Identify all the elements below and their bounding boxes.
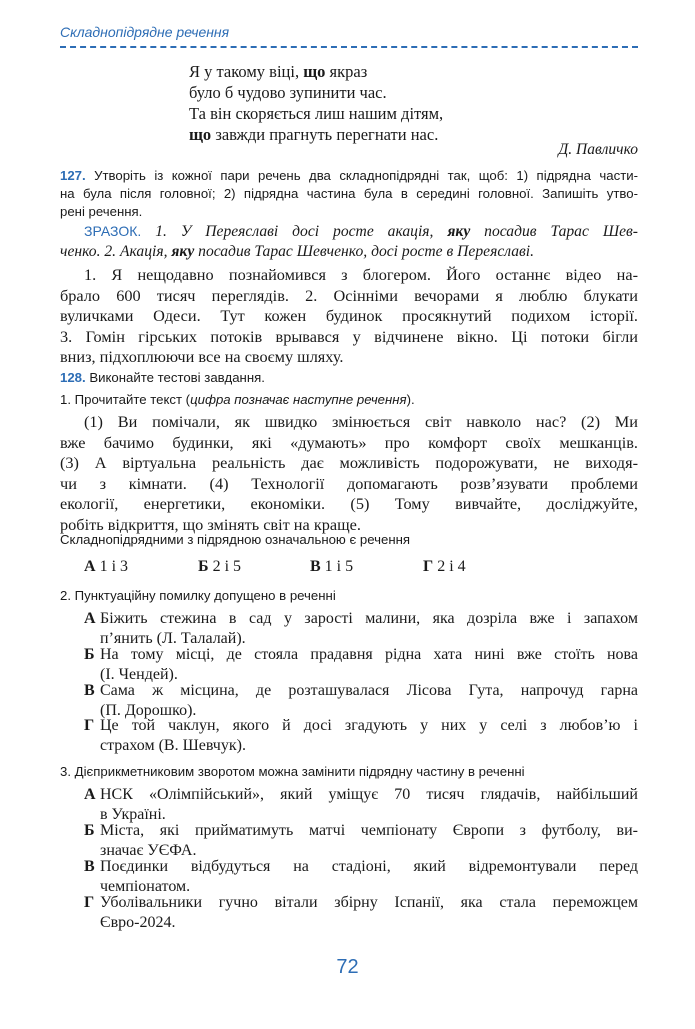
question-3-option-c[interactable]: В Поєдинки відбудуться на стадіоні, який відремонтували перед чемпіонатом. [84,858,638,895]
task-127-text: 1. Я нещодавно познайомився з блогером. Його останнє відео на- брало 600 тисяч переглядів. 2. Осінніми вечорами я люблю блукати вуличками Одеси. Тут кожен будинок просякнутий подихом історії. 3. Гомін гірських потоків врывався у відчинене вікно. Ці потоки бігли вниз, підхоплюючи все на своєму шляху. [60,265,638,367]
answer-option[interactable]: Б 2 і 5 [198,558,242,575]
question-2-option-d[interactable]: Г Це той чаклун, якого й досі згадують у них у селі з любов’ю і страхом (В. Шевчук). [84,717,638,754]
question-3-option-b[interactable]: Б Міста, які прийматимуть матчі чемпіонату Європи з футболу, ви- значає УЄФА. [84,822,638,859]
poem-line: Та він скоряється лиш нашим дітям, [189,104,444,123]
question-1-prompt: Складнопідрядними з підрядною означальною є речення [60,532,411,547]
poem-author: Д. Павличко [558,141,638,158]
task-127-instruction: 127. Утворіть із кожної пари речень два складнопідрядні так, щоб: 1) підрядна части- на була після головної; 2) підрядна частина була в середині головної. Запишіть утво- рені речення. [60,168,638,219]
question-2-option-b[interactable]: Б На тому місці, де стояла прадавня рідна хата нині вже стоїть нова (І. Чендей). [84,646,638,683]
question-3-option-a[interactable]: А НСК «Олімпійський», який уміщує 70 тисяч глядачів, найбільший в Україні. [84,786,638,823]
question-2-option-c[interactable]: В Сама ж місцина, де розташувалася Лісова Гута, напрочуд гарна (П. Дорошко). [84,682,638,719]
question-2-option-a[interactable]: А Біжить стежина в сад у зарості малини, яка дозріла вже і запахом п’янить (Л. Талалай). [84,610,638,647]
question-1-intro: 1. Прочитайте текст (цифра позначає наступне речення). [60,392,415,407]
task-number: 128. [60,370,86,385]
running-header: Складнопідрядне речення [60,24,230,40]
question-1-text: (1) Ви помічали, як швидко змінюється світ навколо нас? (2) Ми вже бачимо будинки, які «думають» про комфорт своїх мешканців. (3) А віртуальна реальність дає можливість подорожувати, не виходя- чи з кімнати. (4) Технології допомагають розв’язувати проблеми екології, енергетики, економіки. (5) Тому вивчайте, досліджуйте, робіть відкриття, що змінять світ на краще. [60,412,638,534]
answer-option[interactable]: А 1 і 3 [84,558,129,575]
task-128-title: 128. Виконайте тестові завдання. [60,370,265,385]
poem-line: що завжди прагнуть перегнати нас. [189,125,439,144]
poem-line: Я у такому віці, що якраз [189,62,368,81]
question-3-prompt: 3. Дієприкметниковим зворотом можна замінити підрядну частину в реченні [60,764,525,779]
example-label: ЗРАЗОК. [84,223,142,239]
question-3-option-d[interactable]: Г Уболівальники гучно вітали збірну Іспанії, яка стала переможцем Євро-2024. [84,894,638,931]
question-2-prompt: 2. Пунктуаційну помилку допущено в реченні [60,588,336,603]
answer-option[interactable]: В 1 і 5 [310,558,354,575]
answer-option[interactable]: Г 2 і 4 [423,558,466,575]
header-divider [60,46,638,48]
page-number: 72 [336,956,359,978]
epigraph-poem [189,61,443,145]
poem-line: було б чудово зупинити час. [189,83,387,102]
task-127-example: ЗРАЗОК. 1. У Переяславі досі росте акація, яку посадив Тарас Шев- ченко. 2. Акація, яку посадив Тарас Шевченко, досі росте в Переяславі. [60,223,638,260]
task-number: 127. [60,168,86,183]
